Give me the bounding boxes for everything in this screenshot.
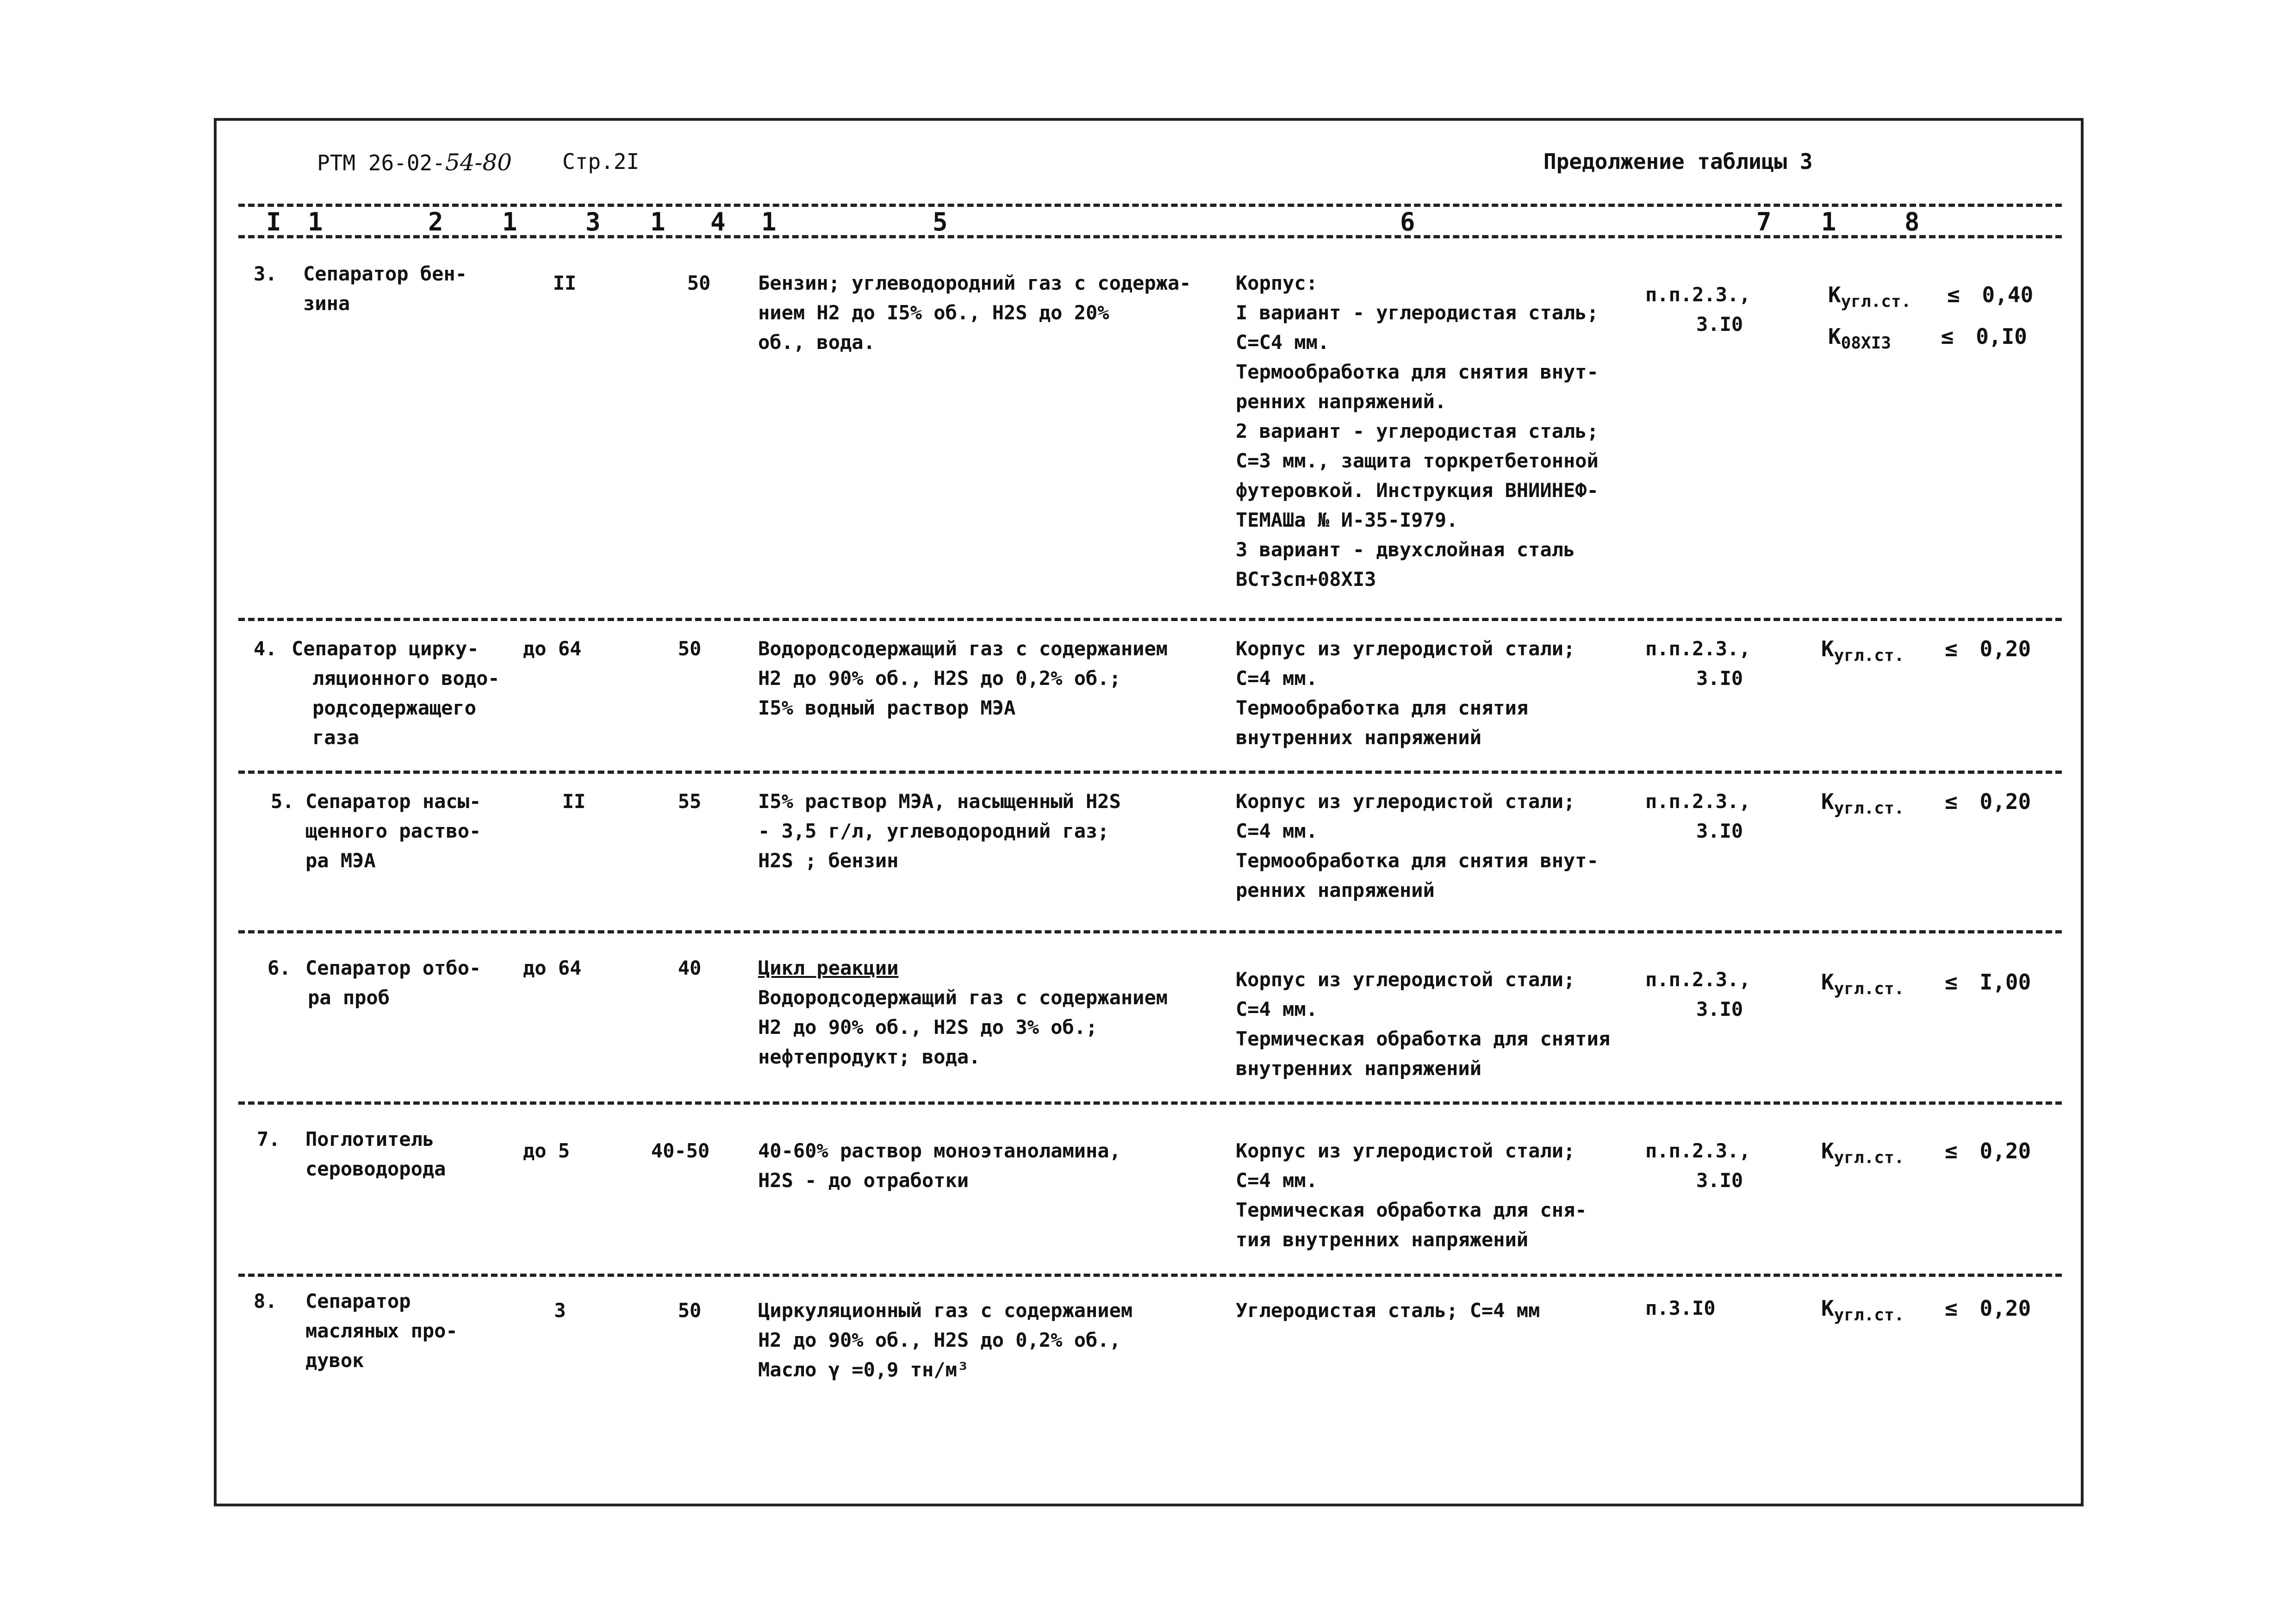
column-number: 1 (761, 207, 777, 236)
column-number: 4 (710, 207, 726, 236)
equipment-name: Поглотитель сероводорода (305, 1128, 446, 1180)
doc-code (317, 149, 512, 176)
pressure-value: до 64 (523, 957, 582, 979)
material-description: Корпус из углеродистой стали; C=4 мм. Термическая обработка для сня- тия внутренних напряжений (1236, 1139, 1587, 1251)
column-number: I (266, 207, 281, 236)
coefficient-entry: $K_{угл.ст.} \le 0,20$ (1821, 1138, 2031, 1168)
table-continuation-title: Предолжение таблицы 3 (1543, 149, 1813, 174)
equipment-name: Сепаратор цирку- ляционного водо- родсодержащего газа (292, 637, 500, 749)
header-rule-top (238, 204, 2062, 207)
equipment-name: Сепаратор масляных про- дувок (305, 1290, 458, 1372)
row-number: 4. (254, 637, 277, 660)
medium-description: 40-60% раствор моноэтаноламина, H2S - до отработки (758, 1139, 1121, 1192)
pressure-value: до 64 (523, 637, 582, 660)
column-number: 7 (1756, 207, 1772, 236)
equipment-name: Сепаратор бен- зина (303, 262, 467, 315)
temperature-value: 50 (678, 637, 702, 660)
column-number: 6 (1400, 207, 1415, 236)
coefficient-entry: $K_{угл.ст.} \le 0,20$ (1821, 1296, 2031, 1325)
column-number: 1 (502, 207, 517, 236)
medium-description: Цикл реакции Водородсодержащий газ с содержанием H2 до 90% об., H2S до 3% об.; нефтепродукт; вода. (758, 953, 1168, 1072)
row-separator (238, 1101, 2062, 1105)
medium-description: Бензин; углеводородний газ с содержа- нием H2 до I5% об., H2S до 20% об., вода. (758, 272, 1191, 354)
temperature-value: 50 (678, 1299, 702, 1322)
row-number: 3. (254, 262, 277, 285)
column-number: 3 (585, 207, 601, 236)
pressure-value: 3 (554, 1299, 566, 1322)
doc-code-prefix: РТМ 26-02- (317, 150, 445, 175)
coefficient-entry: $K_{угл.ст.} \le 0,20$ (1821, 636, 2031, 665)
temperature-value: 40 (678, 957, 702, 979)
reference-clauses: п.п.2.3., 3.I0 (1645, 283, 1751, 336)
column-number: 8 (1904, 207, 1920, 236)
medium-description: Циркуляционный газ с содержанием H2 до 90% об., H2S до 0,2% об., Масло γ =0,9 тн/м³ (758, 1299, 1133, 1381)
material-description: Корпус из углеродистой стали; C=4 мм. Термообработка для снятия внут- ренних напряжений (1236, 790, 1599, 902)
medium-description: I5% раствор МЭА, насыщенный H2S - 3,5 г/л, углеводородний газ; H2S ; бензин (758, 790, 1121, 872)
material-description: Корпус из углеродистой стали; C=4 мм. Термообработка для снятия внутренних напряжений (1236, 637, 1575, 749)
doc-code-handwritten: 54-80 (445, 149, 512, 176)
coefficient-entry: $K_{угл.ст.} \le I,00$ (1821, 970, 2031, 999)
column-number: 1 (308, 207, 323, 236)
column-number: 1 (1821, 207, 1836, 236)
material-description: Корпус из углеродистой стали; C=4 мм. Термическая обработка для снятия внутренних напряжений (1236, 968, 1611, 1080)
pressure-value: II (553, 272, 577, 294)
reference-clauses: п.п.2.3., 3.I0 (1645, 968, 1751, 1020)
column-number: 5 (933, 207, 948, 236)
row-number: 6. (268, 957, 291, 979)
cycle-heading: Цикл реакции (758, 957, 899, 979)
coefficient-entry: $K_{угл.ст.} \le 0,40$ (1828, 282, 2034, 311)
row-separator (238, 771, 2062, 774)
temperature-value: 40-50 (651, 1139, 710, 1162)
equipment-name: Сепаратор отбо- ра проб (305, 957, 481, 1009)
coefficient-entry: $K_{угл.ст.} \le 0,20$ (1821, 789, 2031, 818)
equipment-name: Сепаратор насы- щенного раство- ра МЭА (305, 790, 481, 872)
page-number: Стр.2I (562, 149, 640, 174)
row-number: 8. (254, 1290, 277, 1312)
material-description: Углеродистая сталь; C=4 мм (1236, 1299, 1540, 1322)
row-number: 5. (271, 790, 294, 813)
reference-clauses: п.п.2.3., 3.I0 (1645, 1139, 1751, 1192)
medium-description: Водородсодержащий газ с содержанием H2 до 90% об., H2S до 0,2% об.; I5% водный раствор МЭА (758, 637, 1168, 719)
reference-clauses: п.3.I0 (1645, 1297, 1716, 1319)
row-separator (238, 930, 2062, 933)
coefficient-entry: $K_{08XI3} \le 0,I0$ (1828, 324, 2027, 353)
pressure-value: до 5 (523, 1139, 570, 1162)
reference-clauses: п.п.2.3., 3.I0 (1645, 637, 1751, 690)
row-separator (238, 1274, 2062, 1277)
column-number: 2 (428, 207, 443, 236)
temperature-value: 50 (687, 272, 711, 294)
row-number: 7. (257, 1128, 280, 1150)
temperature-value: 55 (678, 790, 702, 813)
material-description: Корпус: I вариант - углеродистая сталь; C=C4 мм. Термообработка для снятия внут- ренних напряжений. 2 вариант - углеродистая сталь; C=3 мм., защита торкретбетонной футеровкой. Инструкция ВНИИНЕФ- ТЕМАШа № И-35-I979. 3 вариант - двухслойная сталь ВСт3сп+08XI3 (1236, 272, 1599, 591)
column-number: 1 (650, 207, 666, 236)
reference-clauses: п.п.2.3., 3.I0 (1645, 790, 1751, 842)
row-separator (238, 618, 2062, 621)
pressure-value: II (562, 790, 586, 813)
